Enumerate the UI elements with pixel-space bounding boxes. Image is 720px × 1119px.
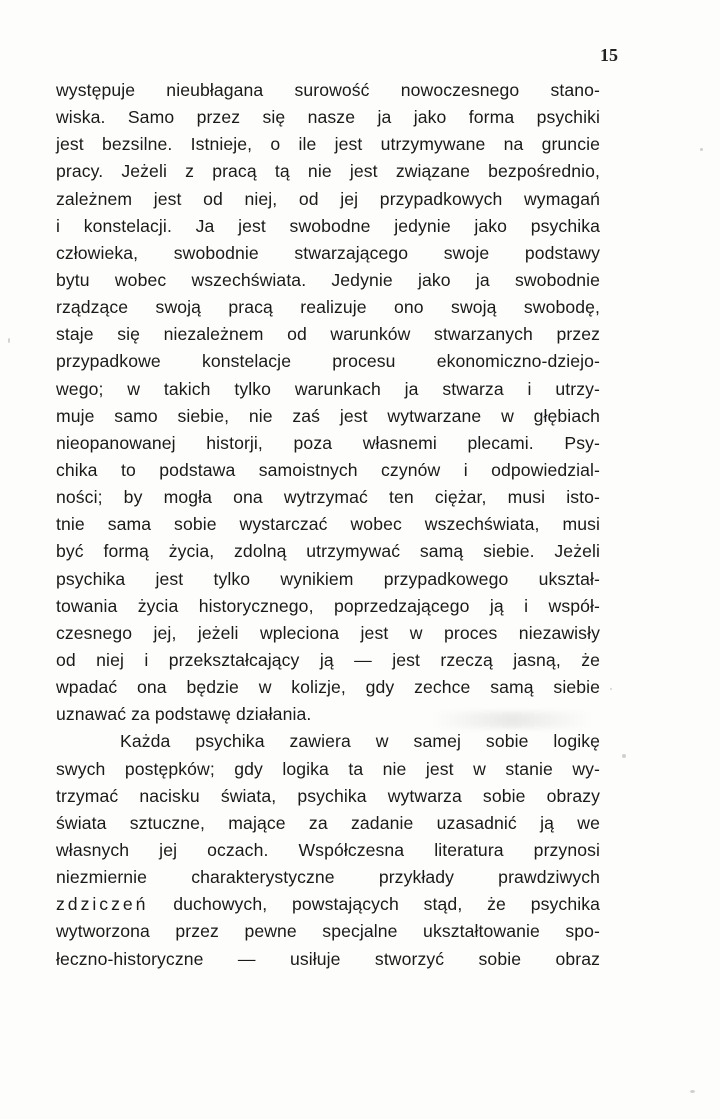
text-line: nieopanowanej historji, poza własnemi plecami. Psy- [56,432,600,453]
text-line: muje samo siebie, nie zaś jest wytwarzane w głębiach [56,405,600,426]
text-line: być formą życia, zdolną utrzymywać samą siebie. Jeżeli [56,541,600,562]
text-line: jest bezsilne. Istnieje, o ile jest utrzymywane na gruncie [56,134,600,155]
text-line: zależnem jest od niej, od jej przypadkowych wymagań [56,188,600,209]
paragraph-start-line: Każda psychika zawiera w samej sobie logikę [120,731,600,752]
text-line: wytworzona przez pewne specjalne ukształtowanie spo- [56,921,600,942]
spaced-emphasis-word: zdziczeń [56,894,149,915]
text-line: czesnego jej, jeżeli wpleciona jest w proces niezawisły [56,622,600,643]
text-line: rządzące swoją pracą realizuje ono swoją swobodę, [56,297,600,318]
text-line: ności; by mogła ona wytrzymać ten ciężar, musi isto- [56,487,600,508]
paragraph-end-line: uznawać za podstawę działania. [56,704,312,725]
text-line: staje się niezależnem od warunków stwarzanych przez [56,324,600,345]
paper-speck [8,338,10,343]
text-line: pracy. Jeżeli z pracą tą nie jest związane bezpośrednio, [56,161,600,182]
text-line: chika to podstawa samoistnych czynów i odpowiedzial- [56,459,600,480]
text-line: świata sztuczne, mające za zadanie uzasadnić ją we [56,812,600,833]
text-line: bytu wobec wszechświata. Jedynie jako ja swobodnie [56,269,600,290]
page-number: 15 [600,45,618,65]
paper-speck [690,1090,695,1093]
text-line: i konstelacji. Ja jest swobodne jedynie jako psychika [56,215,600,236]
text-line-with-spaced-word [56,891,600,918]
text-line: łeczno-historyczne — usiłuje stworzyć sobie obraz [56,948,600,969]
text-line: wiska. Samo przez się nasze ja jako forma psychiki [56,107,600,128]
text-line: człowieka, swobodnie stwarzającego swoje podstawy [56,242,600,263]
text-line: wpadać ona będzie w kolizje, gdy zechce samą siebie [56,677,600,698]
text-line: przypadkowe konstelacje procesu ekonomiczno-dziejo- [56,351,600,372]
body-text [56,77,600,973]
text-line: trzymać nacisku świata, psychika wytwarza sobie obrazy [56,785,600,806]
paper-speck [700,148,703,151]
text-line-rest: duchowych, powstających stąd, że psychika [148,894,600,915]
text-line: tnie sama sobie wystarczać wobec wszechświata, musi [56,514,600,535]
text-line: wego; w takich tylko warunkach ja stwarza i utrzy- [56,378,600,399]
text-line: towania życia historycznego, poprzedzającego ją i współ- [56,595,600,616]
paper-speck [610,688,612,690]
text-line: występuje nieubłagana surowość nowoczesnego stano- [56,80,600,100]
text-line: niezmiernie charakterystyczne przykłady prawdziwych [56,867,600,888]
text-line: swych postępków; gdy logika ta nie jest w stanie wy- [56,758,600,779]
text-line: własnych jej oczach. Współczesna literatura przynosi [56,839,600,860]
paper-speck [622,754,626,758]
text-line: psychika jest tylko wynikiem przypadkowego ukształ- [56,568,600,589]
text-line: od niej i przekształcający ją — jest rzeczą jasną, że [56,649,600,670]
